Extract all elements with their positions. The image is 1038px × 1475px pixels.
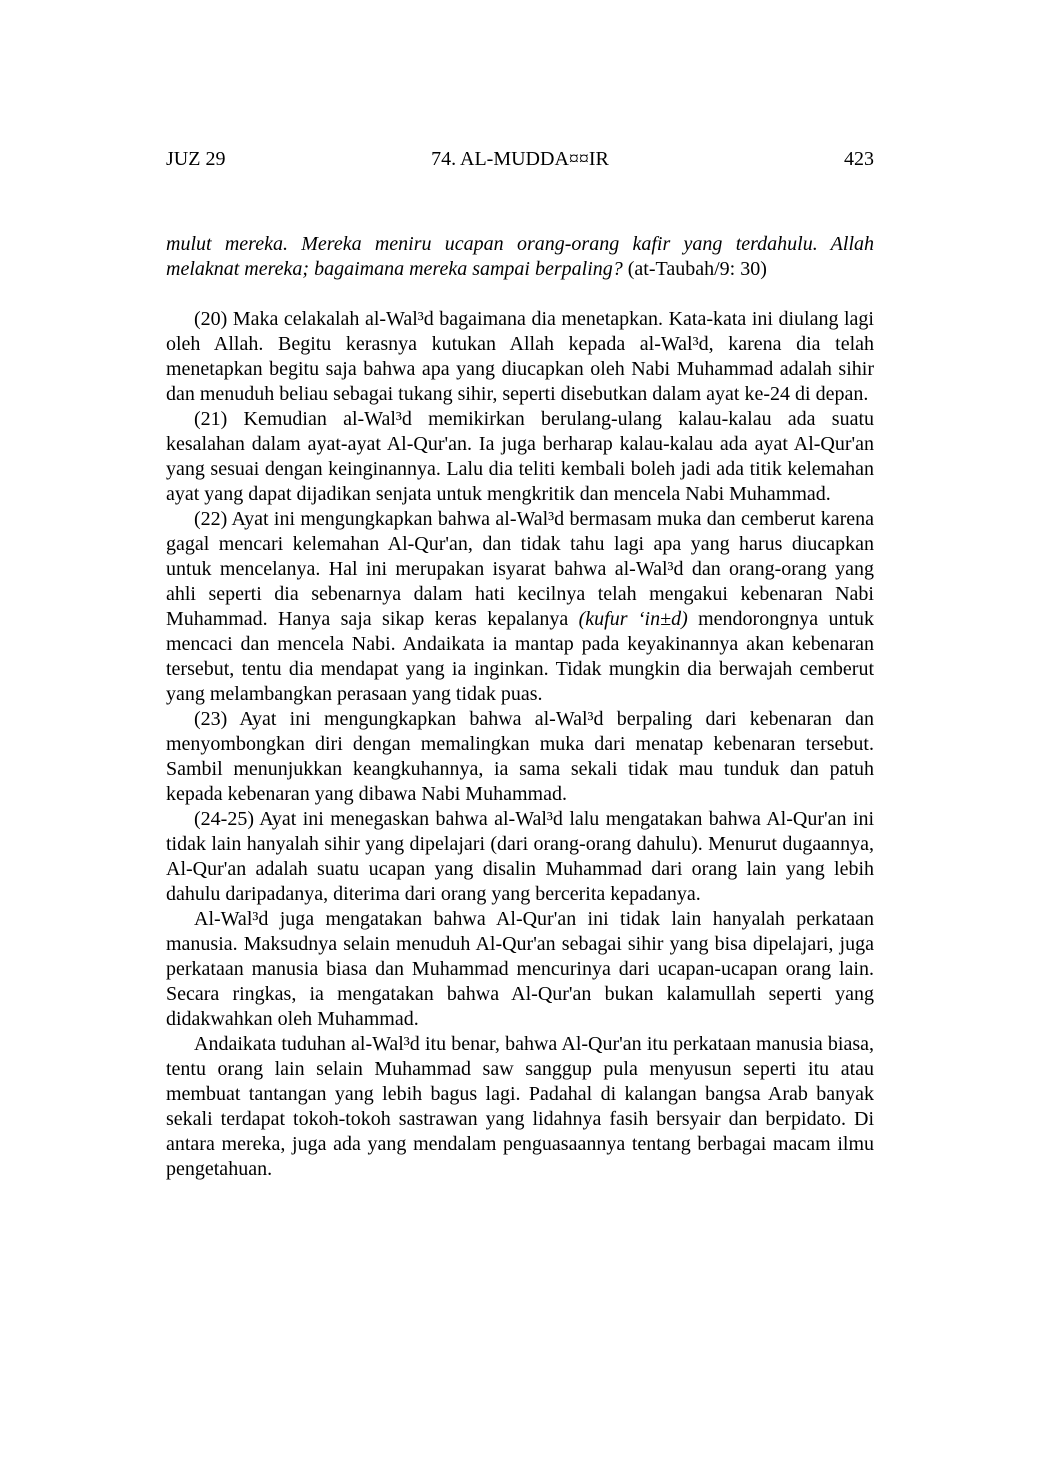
- paragraph-andaikata: Andaikata tuduhan al-Wal³d itu benar, bahwa Al-Qur'an itu perkataan manusia biasa, tentu orang lain selain Muhammad saw sanggup pula menyusun seperti itu atau membuat tantangan yang lebih bagus lagi. Padahal di kalangan bangsa Arab banyak sekali terdapat tokoh-tokoh sastrawan yang lidahnya fasih bersyair dan berpidato. Di antara mereka, juga ada yang mendalam penguasaannya tentang berbagai macam ilmu pengetahuan.: [166, 1033, 874, 1180]
- paragraph-22-part1: (22) Ayat ini mengungkapkan bahwa al-Wal³d bermasam muka dan cemberut karena gagal mencari kelemahan Al-Qur'an, dan tidak tahu lagi apa yang harus diucapkan untuk mencelanya. Hal ini merupakan isyarat bahwa al-Wal³d dan orang-orang yang ahli seperti dia sebenarnya dalam hati kecilnya telah mengakui kebenaran Nabi Muhammad. Hanya saja sikap keras kepalanya: [166, 508, 874, 630]
- running-header: [166, 146, 874, 172]
- juz-label: JUZ 29: [166, 148, 226, 170]
- paragraph-20: (20) Maka celakalah al-Wal³d bagaimana dia menetapkan. Kata-kata ini diulang lagi oleh Allah. Begitu kerasnya kutukan Allah kepada al-Wal³d, karena dia telah menetapkan begitu saja bahwa apa yang diucapkan oleh Nabi Muhammad adalah sihir dan menuduh beliau sebagai tukang sihir, seperti disebutkan dalam ayat ke-24 di depan.: [166, 308, 874, 405]
- page-number: 423: [844, 148, 874, 170]
- quote-continuation: [166, 232, 874, 282]
- surah-title: 74. AL-MUDDA¤¤IR: [431, 148, 609, 170]
- paragraph-22: [166, 507, 874, 707]
- quote-italic: mulut mereka. Mereka meniru ucapan orang-orang kafir yang terdahulu. Allah melaknat mereka; bagaimana mereka sampai berpaling?: [166, 233, 874, 280]
- quote-reference: (at-Taubah/9: 30): [622, 258, 767, 280]
- paragraph-23: (23) Ayat ini mengungkapkan bahwa al-Wal³d berpaling dari kebenaran dan menyombongkan diri dengan memalingkan muka dari menatap kebenaran tersebut. Sambil menunjukkan keangkuhannya, ia sama sekali tidak mau tunduk dan patuh kepada kebenaran yang dibawa Nabi Muhammad.: [166, 708, 874, 805]
- paragraph-walid-words: Al-Wal³d juga mengatakan bahwa Al-Qur'an ini tidak lain hanyalah perkataan manusia. Maksudnya selain menuduh Al-Qur'an sebagai sihir yang bisa dipelajari, juga perkataan manusia biasa dan Muhammad mencurinya dari ucapan-ucapan orang lain. Secara ringkas, ia mengatakan bahwa Al-Qur'an bukan kalamullah seperti yang didakwahkan oleh Muhammad.: [166, 908, 874, 1030]
- paragraph-24-25: (24-25) Ayat ini menegaskan bahwa al-Wal³d lalu mengatakan bahwa Al-Qur'an ini tidak lain hanyalah sihir yang dipelajari (dari orang-orang dahulu). Menurut dugaannya, Al-Qur'an adalah suatu ucapan yang disalin Muhammad dari orang lain yang lebih dahulu daripadanya, diterima dari orang yang bercerita kepadanya.: [166, 808, 874, 905]
- paragraph-22-part2: mendorongnya untuk mencaci dan mencela Nabi. Andaikata ia mantap pada keyakinannya akan kebenaran tersebut, tentu dia mendapat yang ia inginkan. Tidak mungkin dia berwajah cemberut yang melambangkan perasaan yang tidak puas.: [166, 608, 875, 705]
- paragraph-22-italic-term: (kufur ‘in±d): [578, 608, 688, 630]
- paragraph-21: (21) Kemudian al-Wal³d memikirkan berulang-ulang kalau-kalau ada suatu kesalahan dalam ayat-ayat Al-Qur'an. Ia juga berharap kalau-kalau ada ayat Al-Qur'an yang sesuai dengan keinginannya. Lalu dia teliti kembali boleh jadi ada titik kelemahan ayat yang dapat dijadikan senjata untuk mengkritik dan mencela Nabi Muhammad.: [166, 408, 874, 505]
- body-text: [166, 232, 874, 1182]
